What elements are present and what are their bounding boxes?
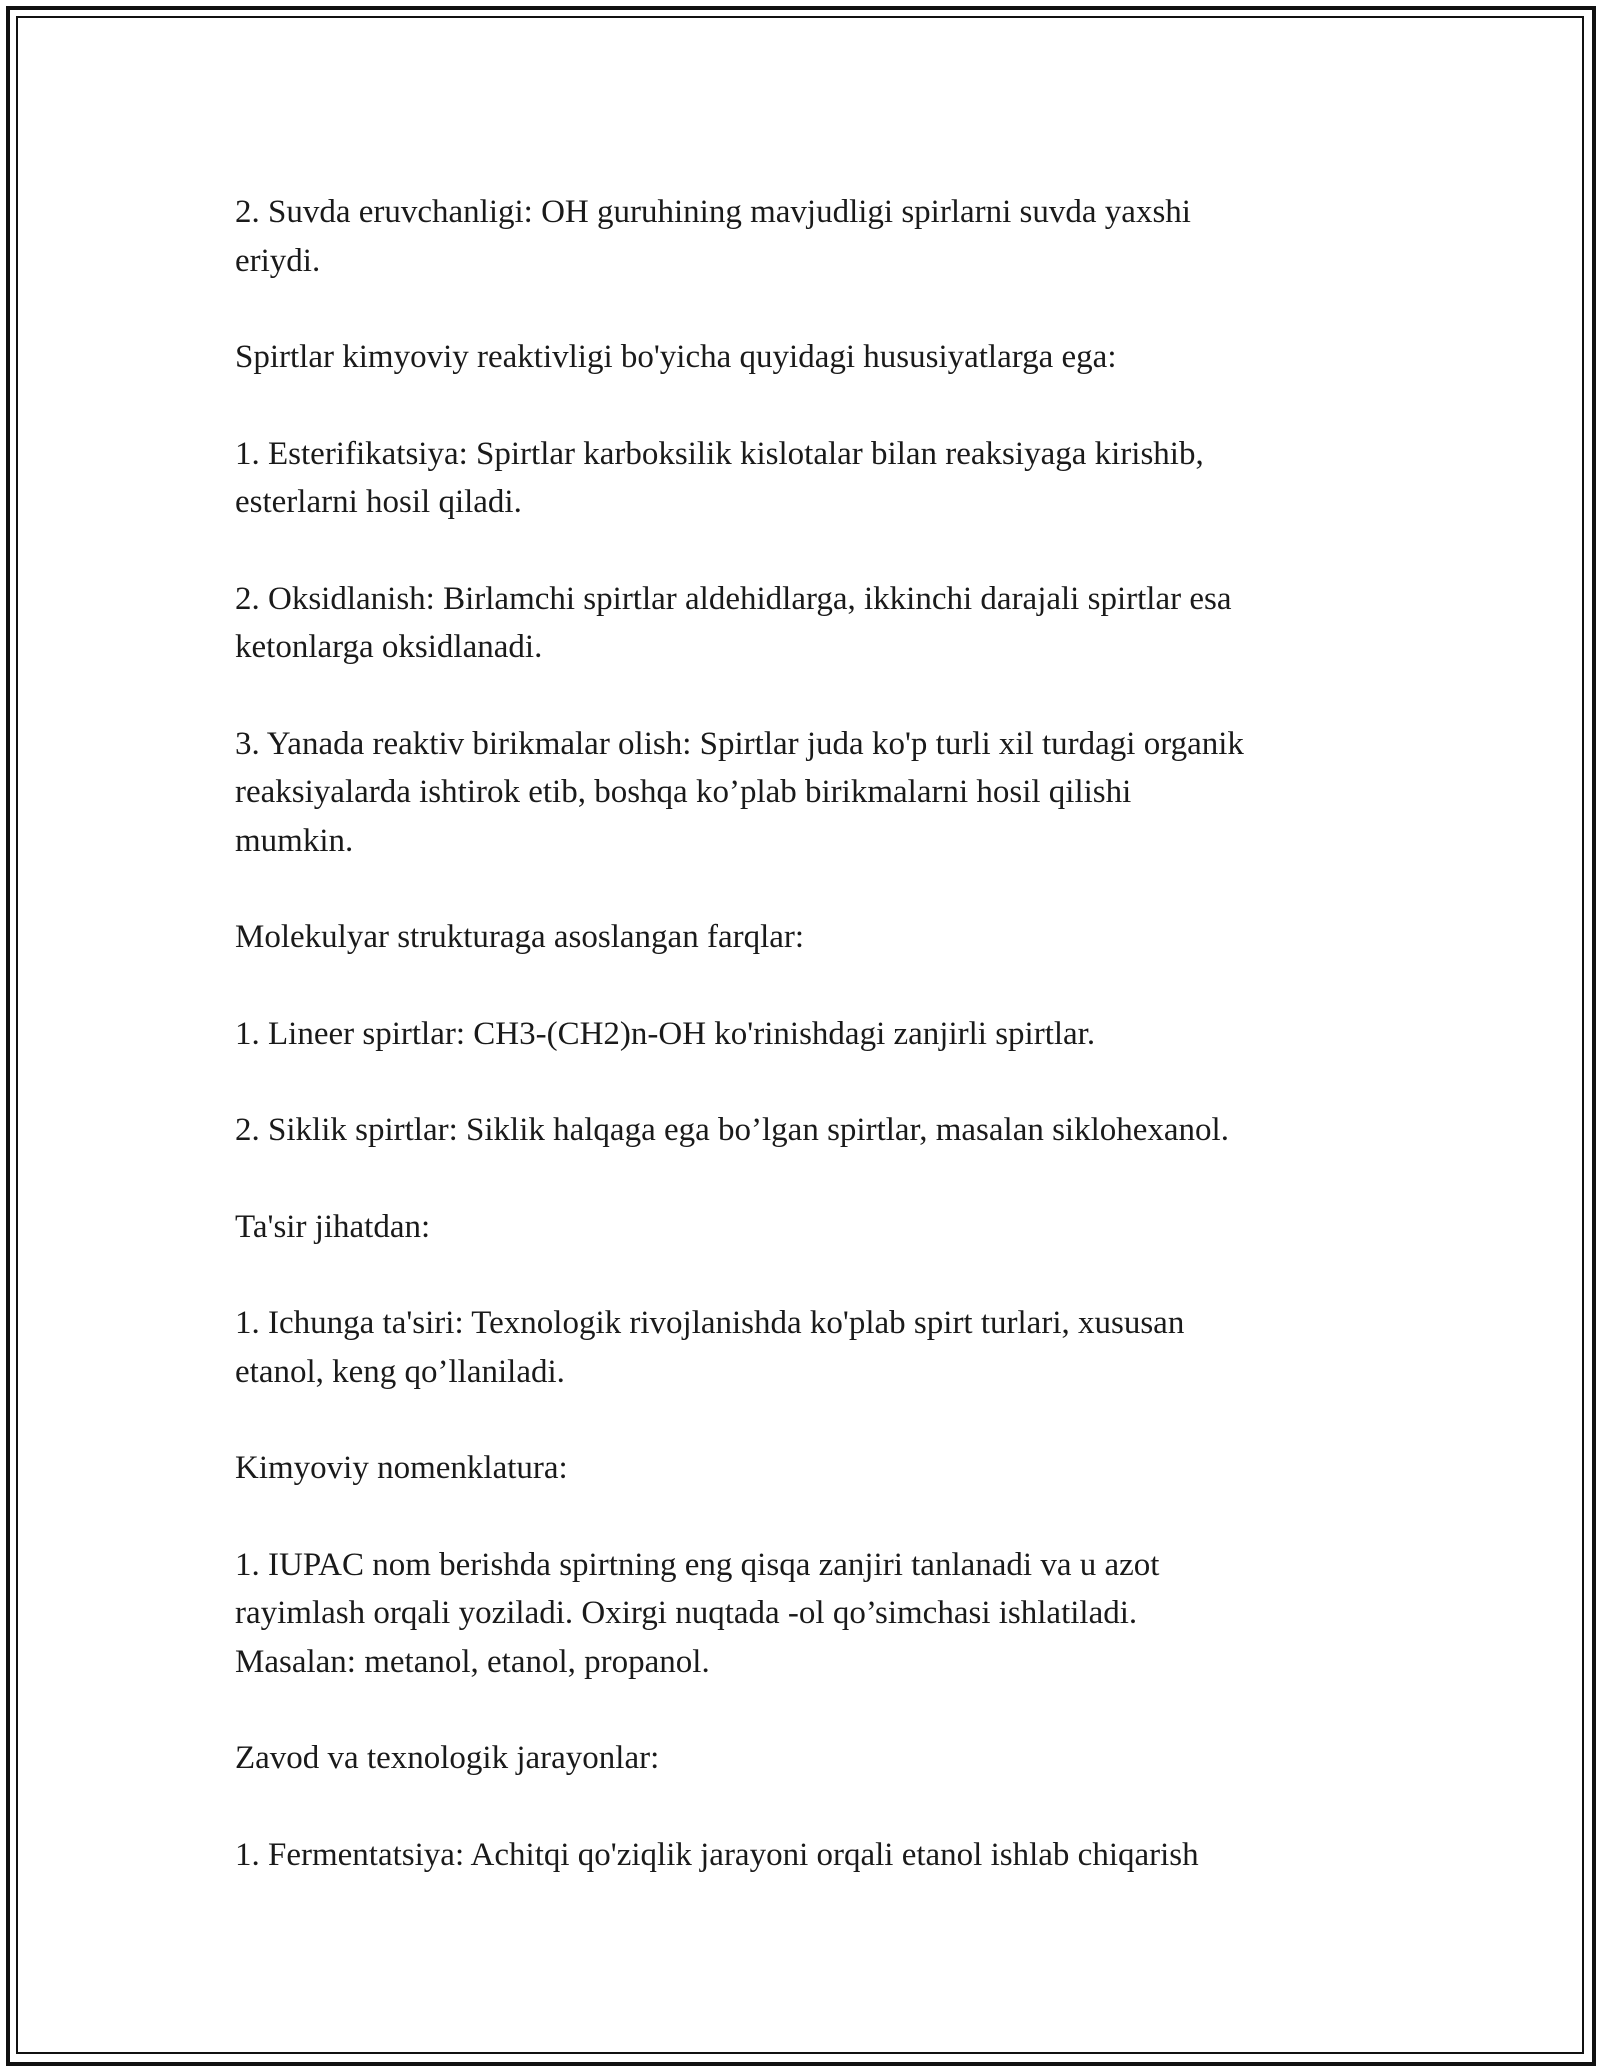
paragraph-reactivity-intro [235,333,1375,382]
paragraph-effect-heading [235,1203,1375,1252]
text-line: 1. Esterifikatsiya: Spirtlar karboksilik kislotalar bilan reaksiyaga kirishib, [235,435,1204,472]
text-line: 1. IUPAC nom berishda spirtning eng qisqa zanjiri tanlanadi va u azot [235,1546,1160,1583]
paragraph-nomenclature-heading [235,1444,1375,1493]
text-line: Spirtlar kimyoviy reaktivligi bo'yicha quyidagi hususiyatlarga ega: [235,339,1117,375]
paragraph-molecular-heading [235,913,1375,962]
text-line: reaksiyalarda ishtirok etib, boshqa ko’plab birikmalarni hosil qilishi [235,774,1132,810]
text-line: Molekulyar strukturaga asoslangan farqlar: [235,919,805,955]
text-line: Ta'sir jihatdan: [235,1208,431,1245]
text-line: 2. Oksidlanish: Birlamchi spirtlar aldehidlarga, ikkinchi darajali spirtlar esa [235,580,1232,617]
document-body [235,188,1375,1927]
text-line: 2. Siklik spirtlar: Siklik halqaga ega bo’lgan spirtlar, masalan siklohexanol. [235,1112,1229,1148]
text-line: esterlarni hosil qiladi. [235,484,522,520]
text-line: 1. Ichunga ta'siri: Texnologik rivojlanishda ko'plab spirt turlari, xususan [235,1305,1185,1341]
text-line: 3. Yanada reaktiv birikmalar olish: Spirtlar juda ko'p turli xil turdagi organik [235,725,1244,762]
paragraph-effect [235,1299,1375,1396]
paragraph-solubility [235,188,1375,285]
paragraph-cyclic-alcohols [235,1106,1375,1155]
paragraph-iupac [235,1541,1375,1687]
paragraph-linear-alcohols [235,1010,1375,1059]
paragraph-industry-heading [235,1734,1375,1783]
text-line: ketonlarga oksidlanadi. [235,629,543,665]
text-line: Kimyoviy nomenklatura: [235,1450,568,1486]
text-line: 1. Lineer spirtlar: CH3-(CH2)n-OH ko'rinishdagi zanjirli spirtlar. [235,1015,1096,1052]
paragraph-fermentation [235,1831,1375,1880]
text-line: Zavod va texnologik jarayonlar: [235,1740,660,1776]
text-line: eriydi. [235,242,321,279]
paragraph-reactive-compounds [235,720,1375,866]
text-line: mumkin. [235,822,354,859]
paragraph-esterification [235,430,1375,527]
text-line: rayimlash orqali yoziladi. Oxirgi nuqtada -ol qo’simchasi ishlatiladi. [235,1595,1138,1631]
text-line: 2. Suvda eruvchanligi: OH guruhining mavjudligi spirlarni suvda yaxshi [235,194,1191,230]
paragraph-oxidation [235,575,1375,672]
text-line: Masalan: metanol, etanol, propanol. [235,1643,710,1680]
text-line: 1. Fermentatsiya: Achitqi qo'ziqlik jarayoni orqali etanol ishlab chiqarish [235,1836,1199,1873]
text-line: etanol, keng qo’llaniladi. [235,1353,565,1390]
